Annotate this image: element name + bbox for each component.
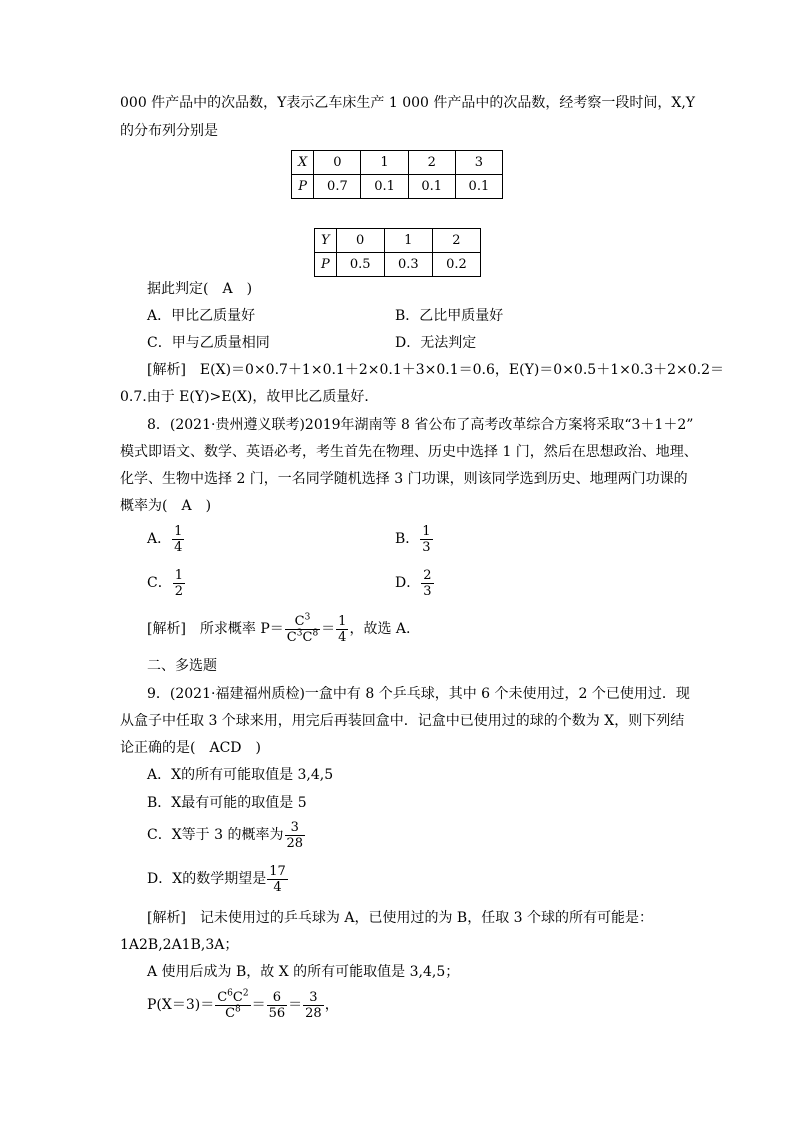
table-cell: Y bbox=[315, 229, 337, 253]
fraction bbox=[336, 614, 348, 645]
option-label: D． bbox=[395, 575, 421, 591]
q9-analysis-line-1: [解析] 记未使用过的乒乓球为 A，已使用过的为 B，任取 3 个球的所有可能是： bbox=[147, 910, 654, 926]
q8-analysis bbox=[147, 612, 410, 646]
table-row bbox=[315, 229, 481, 253]
fraction-denominator bbox=[215, 1006, 250, 1021]
fraction-denominator: 3 bbox=[423, 583, 432, 599]
combination-symbol: C bbox=[286, 629, 297, 645]
table-cell: P bbox=[315, 253, 337, 277]
table-cell: 3 bbox=[455, 151, 502, 175]
fraction bbox=[285, 820, 306, 851]
q7-analysis-line-2: 0.7.由于 E(Y)>E(X)，故甲比乙质量好． bbox=[120, 389, 379, 405]
fraction-numerator: 1 bbox=[338, 613, 347, 629]
table-cell: 0.5 bbox=[336, 253, 384, 277]
superscript: 3 bbox=[296, 628, 303, 639]
analysis-text: ， bbox=[324, 997, 339, 1013]
q9-option-d bbox=[147, 862, 289, 896]
fraction-denominator: 56 bbox=[268, 1005, 286, 1021]
q8-line-2: 模式即语文、数学、英语必考，考生首先在物理、历史中选择 1 门，然后在思想政治、地理、 bbox=[120, 444, 698, 460]
fraction bbox=[215, 990, 250, 1021]
table-cell: 0 bbox=[336, 229, 384, 253]
q7-option-d: D．无法判定 bbox=[395, 335, 477, 351]
fraction bbox=[267, 864, 288, 895]
option-text: C．X等于 3 的概率为 bbox=[147, 827, 284, 843]
fraction-numerator: 2 bbox=[423, 567, 432, 583]
q7-option-a: A．甲比乙质量好 bbox=[147, 308, 256, 324]
fraction-numerator: 1 bbox=[174, 567, 183, 583]
q7-stem: 据此判定( A ) bbox=[147, 281, 253, 297]
option-label: C． bbox=[147, 575, 172, 591]
option-label: A． bbox=[147, 531, 172, 547]
q9-option-a: A．X的所有可能取值是 3,4,5 bbox=[147, 767, 334, 783]
combination-symbol: C bbox=[302, 629, 313, 645]
q8-line-1: 8．(2021·贵州遵义联考)2019年湖南等 8 省公布了高考改革综合方案将采取“3＋1＋2” bbox=[147, 417, 694, 433]
fraction-denominator: 4 bbox=[338, 629, 347, 645]
fraction-denominator: 28 bbox=[286, 835, 304, 851]
fraction-numerator: 3 bbox=[303, 990, 324, 1006]
fraction bbox=[173, 568, 185, 599]
table-cell: 0.1 bbox=[408, 175, 455, 199]
fraction-denominator: 3 bbox=[422, 539, 431, 555]
intro-line-2: 的分布列分别是 bbox=[120, 123, 218, 139]
superscript: 3 bbox=[304, 612, 311, 623]
fraction-denominator: 2 bbox=[174, 583, 183, 599]
table-cell: 0 bbox=[314, 151, 361, 175]
fraction-denominator: 4 bbox=[174, 539, 183, 555]
table-cell: 0.7 bbox=[314, 175, 361, 199]
option-text: D．X的数学期望是 bbox=[147, 871, 267, 887]
q9-line-2: 从盒子中任取 3 个球来用，用完后再装回盒中．记盒中已使用过的球的个数为 X，则下列结 bbox=[120, 713, 685, 729]
table-cell: 0.3 bbox=[384, 253, 432, 277]
table-cell: 2 bbox=[408, 151, 455, 175]
fraction-denominator: 4 bbox=[273, 879, 282, 895]
combination-symbol: C bbox=[225, 1005, 236, 1021]
q9-analysis-line-2: 1A2B,2A1B,3A； bbox=[120, 937, 239, 953]
table-row bbox=[292, 151, 503, 175]
fraction-denominator bbox=[285, 630, 320, 645]
fraction bbox=[421, 568, 433, 599]
table-cell: 0.1 bbox=[455, 175, 502, 199]
table-cell: X bbox=[292, 151, 314, 175]
q8-option-d bbox=[395, 566, 435, 600]
fraction-numerator bbox=[215, 990, 250, 1006]
q7-option-b: B．乙比甲质量好 bbox=[395, 308, 504, 324]
combination-symbol: C bbox=[294, 613, 305, 629]
superscript: 8 bbox=[235, 1004, 241, 1015]
intro-line-1: 000 件产品中的次品数，Y表示乙车床生产 1 000 件产品中的次品数，经考察一段时间，X,Y bbox=[120, 95, 696, 111]
fraction-numerator: 1 bbox=[174, 523, 183, 539]
table-cell: P bbox=[292, 175, 314, 199]
table-cell: 1 bbox=[361, 151, 408, 175]
table-cell: 1 bbox=[384, 229, 432, 253]
section-title: 二、多选题 bbox=[147, 658, 217, 674]
analysis-text: ，故选 A. bbox=[349, 621, 411, 637]
q9-line-1: 9．(2021·福建福州质检)一盒中有 8 个乒乓球，其中 6 个未使用过，2 个已使用过．现 bbox=[147, 686, 690, 702]
fraction-numerator: 3 bbox=[285, 820, 306, 836]
table-cell: 2 bbox=[432, 229, 480, 253]
superscript: 6 bbox=[227, 988, 233, 999]
table-row bbox=[292, 175, 503, 199]
q9-option-b: B．X最有可能的取值是 5 bbox=[147, 795, 307, 811]
fraction bbox=[420, 524, 432, 555]
equals: ＝ bbox=[251, 997, 266, 1013]
distribution-table-x bbox=[291, 150, 503, 199]
q8-option-c bbox=[147, 566, 186, 600]
q9-analysis-line-3: A 使用后成为 B，故 X 的所有可能取值是 3,4,5； bbox=[147, 964, 460, 980]
superscript: 8 bbox=[312, 628, 319, 639]
q7-option-c: C．甲与乙质量相同 bbox=[147, 335, 270, 351]
equals: ＝ bbox=[321, 621, 336, 637]
analysis-text: [解析] 所求概率 P＝ bbox=[147, 621, 284, 637]
combination-symbol: C bbox=[217, 989, 228, 1005]
q7-analysis-line-1: [解析] E(X)＝0×0.7＋1×0.1＋2×0.1＋3×0.1＝0.6，E(Y)＝0×0.5＋1×0.3＋2×0.2＝ bbox=[147, 362, 725, 378]
analysis-text: P(X＝3)＝ bbox=[147, 997, 215, 1013]
superscript: 2 bbox=[242, 988, 249, 999]
fraction bbox=[285, 614, 320, 645]
q8-option-b bbox=[395, 522, 434, 556]
fraction-numerator: 17 bbox=[269, 863, 286, 879]
q9-line-3: 论正确的是( ACD ) bbox=[120, 740, 261, 756]
table-cell: 0.2 bbox=[432, 253, 480, 277]
combination-symbol: C bbox=[232, 989, 243, 1005]
fraction-numerator: 1 bbox=[422, 523, 431, 539]
distribution-table-y bbox=[314, 228, 481, 277]
fraction bbox=[303, 990, 324, 1021]
table-cell: 0.1 bbox=[361, 175, 408, 199]
q8-option-a bbox=[147, 522, 185, 556]
table-row bbox=[315, 253, 481, 277]
fraction bbox=[267, 990, 288, 1021]
q8-line-4: 概率为( A ) bbox=[120, 498, 212, 514]
option-label: B． bbox=[395, 531, 420, 547]
q8-line-3: 化学、生物中选择 2 门，一名同学随机选择 3 门功课，则该同学选到历史、地理两门功课的 bbox=[120, 471, 688, 487]
q9-analysis-line-4 bbox=[147, 987, 339, 1023]
fraction-numerator bbox=[285, 614, 320, 630]
fraction-denominator: 28 bbox=[305, 1005, 322, 1021]
fraction-numerator: 6 bbox=[267, 990, 288, 1006]
q9-option-c bbox=[147, 818, 306, 852]
equals: ＝ bbox=[288, 997, 303, 1013]
fraction bbox=[172, 524, 184, 555]
